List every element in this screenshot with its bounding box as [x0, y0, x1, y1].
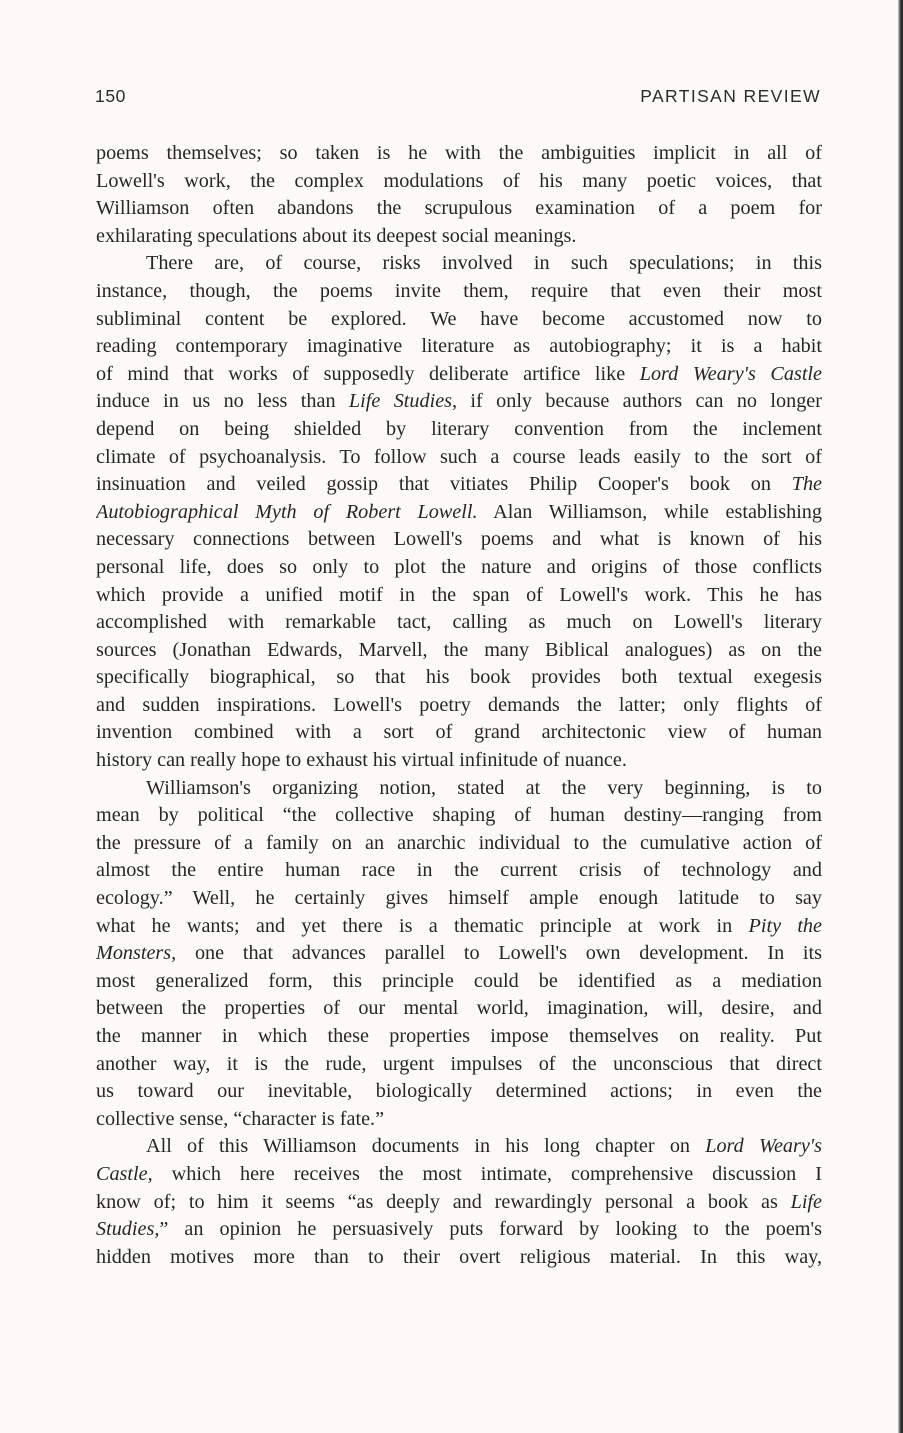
- body-text: [96, 140, 822, 1271]
- italic-title: The: [791, 473, 822, 496]
- text-line: personal life, does so only to plot the nature and origins of those conflicts: [96, 555, 822, 578]
- text-line: invention combined with a sort of grand architectonic view of human: [96, 721, 822, 744]
- text-line: [96, 388, 822, 416]
- line-part: which here receives the most intimate, comprehensive discussion I: [152, 1162, 822, 1185]
- text-line: ecology.” Well, he certainly gives himself ample enough latitude to say: [96, 887, 822, 910]
- text-line: mean by political “the collective shaping of human destiny—ranging from: [96, 804, 822, 827]
- text-line: sources (Jonathan Edwards, Marvell, the many Biblical analogues) as on the: [96, 638, 822, 661]
- text-line: almost the entire human race in the current crisis of technology and: [96, 859, 822, 882]
- line-part: All of this Williamson documents in his long chapter on: [146, 1135, 706, 1158]
- text-line: Lowell's work, the complex modulations of his many poetic voices, that: [96, 169, 822, 192]
- text-line: most generalized form, this principle could be identified as a mediation: [96, 969, 822, 992]
- line-part: ” an opinion he persuasively puts forward by looking to the poem's: [159, 1218, 822, 1241]
- text-line: another way, it is the rude, urgent impulses of the unconscious that direct: [96, 1052, 822, 1075]
- text-line: necessary connections between Lowell's poems and what is known of his: [96, 528, 822, 551]
- italic-title: Lord Weary's Castle: [639, 362, 822, 385]
- text-line: collective sense, “character is fate.”: [96, 1107, 385, 1130]
- text-line: [96, 361, 822, 389]
- line-part: one that advances parallel to Lowell's own development. In its: [176, 942, 822, 965]
- text-line: [96, 1133, 822, 1161]
- text-line: climate of psychoanalysis. To follow such a course leads easily to the sort of: [96, 445, 822, 468]
- text-line: [96, 940, 822, 968]
- line-part: induce in us no less than: [96, 390, 349, 413]
- text-line: accomplished with remarkable tact, calling as much on Lowell's literary: [96, 611, 822, 634]
- text-line: hidden motives more than to their overt religious material. In this way,: [96, 1245, 822, 1268]
- italic-title: Life Studies,: [348, 390, 458, 413]
- page-edge-shadow: [898, 0, 903, 1433]
- text-line: poems themselves; so taken is he with the ambiguities implicit in all of: [96, 142, 822, 164]
- text-line: depend on being shielded by literary convention from the inclement: [96, 417, 822, 440]
- italic-title: Studies,: [96, 1218, 160, 1241]
- text-line: There are, of course, risks involved in such speculations; in this: [146, 252, 822, 275]
- text-line: history can really hope to exhaust his virtual infinitude of nuance.: [96, 749, 627, 772]
- text-line: [96, 1216, 822, 1244]
- page-number: 150: [95, 86, 126, 106]
- line-part: of mind that works of supposedly deliberate artifice like: [96, 362, 640, 385]
- text-line: exhilarating speculations about its deepest social meanings.: [96, 224, 577, 247]
- line-part: know of; to him it seems “as deeply and rewardingly personal a book as: [96, 1190, 791, 1213]
- text-line: [96, 499, 822, 527]
- italic-title: Life: [790, 1190, 822, 1213]
- text-line: subliminal content be explored. We have become accustomed now to: [96, 307, 822, 330]
- text-line: between the properties of our mental world, imagination, will, desire, and: [96, 997, 822, 1020]
- text-line: the manner in which these properties impose themselves on reality. Put: [96, 1025, 822, 1047]
- italic-title: Monsters,: [96, 942, 177, 965]
- text-line: [96, 471, 822, 499]
- italic-title: Lord Weary's: [705, 1135, 822, 1158]
- italic-title: Castle,: [96, 1162, 153, 1185]
- text-line: Williamson often abandons the scrupulous examination of a poem for: [96, 197, 822, 220]
- text-line: [96, 1161, 822, 1189]
- text-line: Williamson's organizing notion, stated at the very beginning, is to: [146, 776, 822, 799]
- text-line: specifically biographical, so that his book provides both textual exegesis: [96, 666, 822, 689]
- italic-title: Pity the: [748, 914, 822, 937]
- text-line: and sudden inspirations. Lowell's poetry demands the latter; only flights of: [96, 693, 822, 716]
- italic-title: Autobiographical Myth of Robert Lowell.: [96, 500, 478, 523]
- text-line: instance, though, the poems invite them, require that even their most: [96, 279, 822, 302]
- text-line: us toward our inevitable, biologically determined actions; in even the: [96, 1080, 822, 1103]
- text-line: the pressure of a family on an anarchic individual to the cumulative action of: [96, 831, 822, 854]
- text-line: [96, 1189, 822, 1217]
- text-line: which provide a unified motif in the span of Lowell's work. This he has: [96, 583, 822, 606]
- text-line: [96, 913, 822, 941]
- line-part: Alan Williamson, while establishing: [477, 500, 822, 523]
- page-header: [95, 86, 821, 112]
- line-part: if only because authors can no longer: [457, 390, 822, 413]
- line-part: insinuation and veiled gossip that vitiates Philip Cooper's book on: [96, 473, 792, 496]
- running-head: PARTISAN REVIEW: [640, 86, 821, 106]
- text-line: reading contemporary imaginative literature as autobiography; it is a habit: [96, 335, 822, 358]
- line-part: what he wants; and yet there is a thematic principle at work in: [96, 914, 749, 937]
